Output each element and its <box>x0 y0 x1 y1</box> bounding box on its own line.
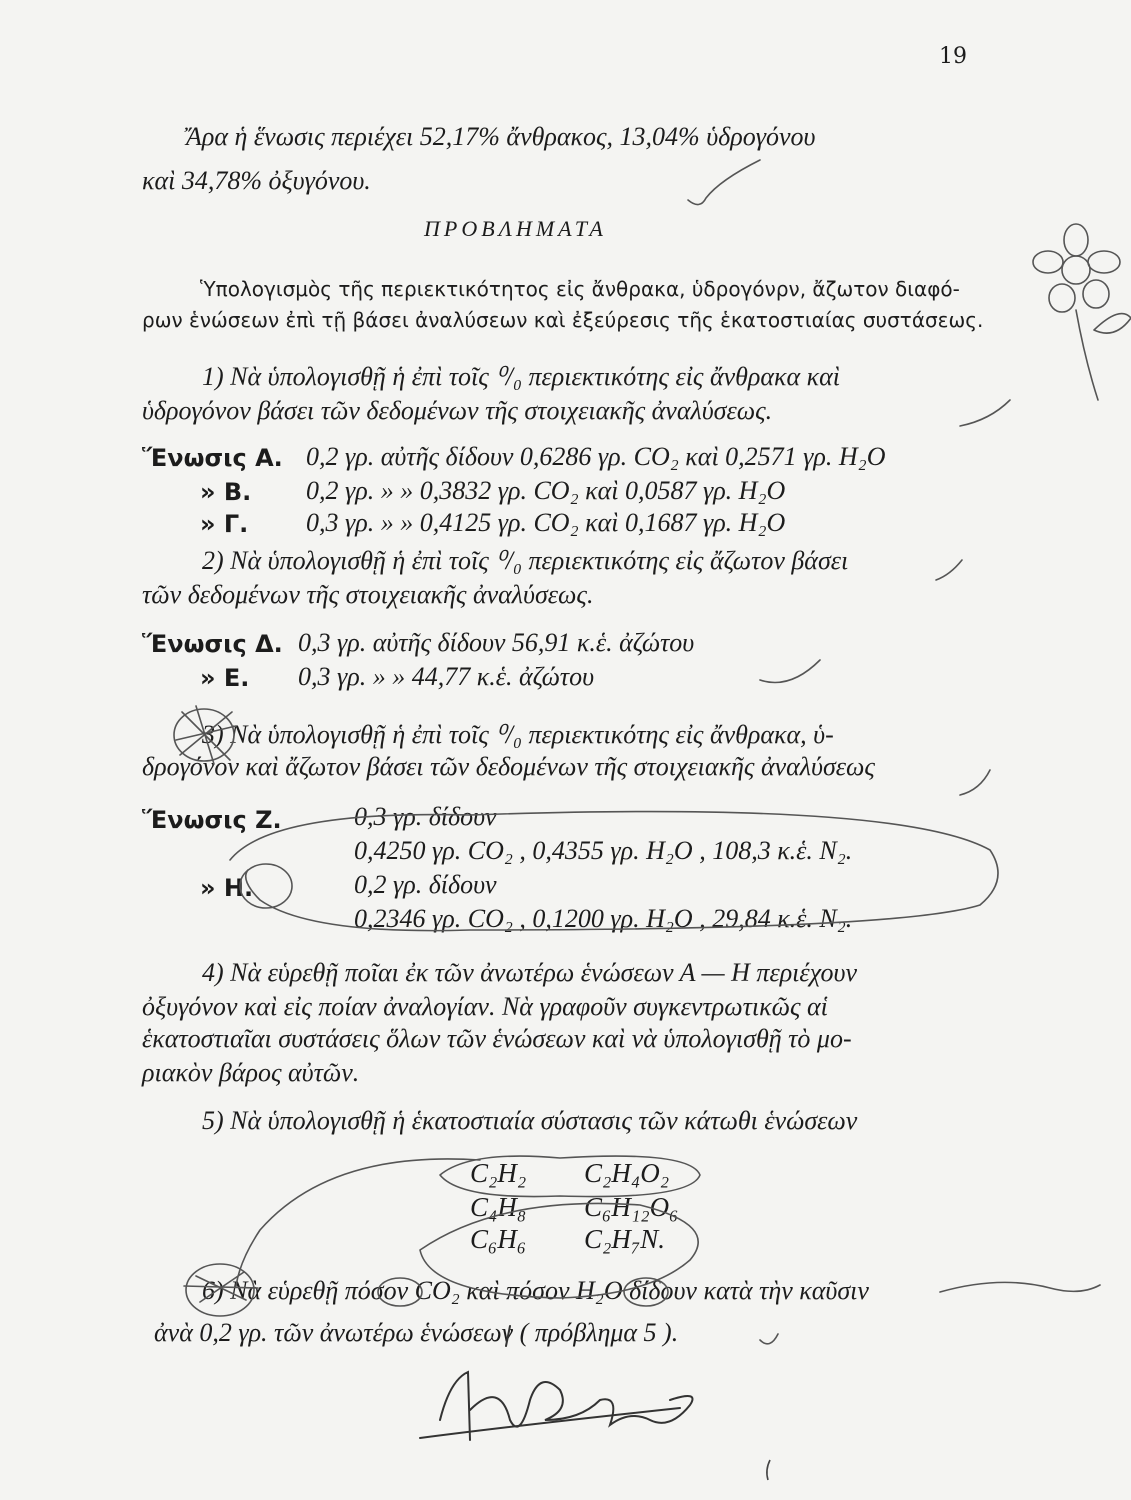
compound-h-data-2: 0,2346 γρ. CO₂ , 0,1200 γρ. H₂O , 29,84 κ.ἑ. N₂. <box>354 904 853 933</box>
problem-4-line-2: ὀξυγόνον καὶ εἰς ποίαν ἀναλογίαν. Νὰ γραφοῦν συγκεντρωτικῶς αἱ <box>142 992 828 1021</box>
compound-h-data-1: 0,2 γρ. δίδουν <box>354 870 497 899</box>
flower-doodle-icon <box>1033 224 1131 400</box>
formula-c4h8: C₄H₈ <box>470 1192 527 1222</box>
compound-e-label: » Ε. <box>200 664 250 692</box>
problem-3-line-2: δρογόνον καὶ ἄζωτον βάσει τῶν δεδομένων τῆς στοιχειακῆς ἀναλύσεως <box>142 752 875 781</box>
compound-e-data: 0,3 γρ. » » 44,77 κ.ἑ. ἀζώτου <box>298 662 595 691</box>
wavy-line <box>940 1282 1100 1292</box>
compound-z-label: Ἕνωσις Ζ. <box>142 806 282 834</box>
compound-d-data: 0,3 γρ. αὐτῆς δίδουν 56,91 κ.ἑ. ἀζώτου <box>298 628 695 657</box>
formula-c2h2: C₂H₂ <box>470 1158 527 1188</box>
problem-4-line-4: ριακὸν βάρος αὐτῶν. <box>142 1058 360 1087</box>
section-title: ΠΡΟΒΛΗΜΑΤΑ <box>424 216 607 241</box>
problem-2-line-2: τῶν δεδομένων τῆς στοιχειακῆς ἀναλύσεως. <box>142 580 594 609</box>
problem-2-line-1: 2) Νὰ ὑπολογισθῇ ἡ ἐπὶ τοῖς ⁰/₀ περιεκτικότης εἰς ἄζωτον βάσει <box>202 546 849 575</box>
compound-z-data-1: 0,3 γρ. δίδουν <box>354 802 497 831</box>
check-mark-5 <box>960 770 990 795</box>
intro-line-1: Ἄρα ἡ ἕνωσις περιέχει 52,17% ἄνθρακος, 13,04% ὑδρογόνου <box>186 122 816 151</box>
problem-1-line-1: 1) Νὰ ὑπολογισθῇ ἡ ἐπὶ τοῖς ⁰/₀ περιεκτικότης εἰς ἄνθρακα καὶ <box>202 362 841 391</box>
formula-c2h7n: C₂H₇N. <box>584 1224 666 1254</box>
problem-6-line-1: 6) Νὰ εὑρεθῇ πόσον CO₂ καὶ πόσον H₂O δίδουν κατὰ τὴν καῦσιν <box>202 1276 869 1305</box>
problem-6-line-2: ἀνὰ 0,2 γρ. τῶν ἀνωτέρω ἑνώσεων ( πρόβλημα 5 ). <box>154 1318 679 1347</box>
check-mark-4 <box>760 660 820 683</box>
compound-h-label: » Η. <box>200 874 254 902</box>
connector-line <box>236 1159 480 1286</box>
compound-d-label: Ἕνωσις Δ. <box>142 630 283 658</box>
stray-mark <box>767 1460 770 1480</box>
check-mark-1 <box>688 160 760 205</box>
formula-c6h6: C₆H₆ <box>470 1224 527 1254</box>
problem-3-line-1: 3) Νὰ ὑπολογισθῇ ἡ ἐπὶ τοῖς ⁰/₀ περιεκτικότης εἰς ἄνθρακα, ὑ- <box>202 720 834 749</box>
formula-c6h12o6: C₆H₁₂O₆ <box>584 1192 679 1222</box>
check-mark-3 <box>936 560 962 580</box>
check-mark-6 <box>760 1334 778 1344</box>
page-number: 19 <box>939 44 967 69</box>
compound-b-data: 0,2 γρ. » » 0,3832 γρ. CO₂ καὶ 0,0587 γρ. H₂O <box>306 476 786 505</box>
compound-c-data: 0,3 γρ. » » 0,4125 γρ. CO₂ καὶ 0,1687 γρ. H₂O <box>306 508 786 537</box>
section-subtitle-line-1: Ὑπολογισμὸς τῆς περιεκτικότητος εἰς ἄνθρακα, ὑδρογόνρν, ἄζωτον διαφό- <box>200 277 960 301</box>
compound-c-label: » Γ. <box>200 510 249 538</box>
compound-b-label: » Β. <box>200 478 252 506</box>
intro-line-2: καὶ 34,78% ὀξυγόνου. <box>142 166 371 195</box>
problem-4-line-1: 4) Νὰ εὑρεθῇ ποῖαι ἐκ τῶν ἀνωτέρω ἑνώσεων Α — Η περιέχουν <box>202 958 858 987</box>
check-mark-2 <box>960 400 1010 426</box>
section-subtitle-line-2: ρων ἑνώσεων ἐπὶ τῇ βάσει ἀναλύσεων καὶ ἐξεύρεσις τῆς ἑκατοστιαίας συστάσεως. <box>142 308 984 332</box>
compound-a-label: Ἕνωσις Α. <box>142 444 283 472</box>
formula-c2h4o2: C₂H₄O₂ <box>584 1158 670 1188</box>
problem-5-line-1: 5) Νὰ ὑπολογισθῇ ἡ ἑκατοστιαία σύστασις τῶν κάτωθι ἑνώσεων <box>202 1106 858 1135</box>
problem-1-line-2: ὑδρογόνον βάσει τῶν δεδομένων τῆς στοιχειακῆς ἀναλύσεως. <box>142 396 773 425</box>
compound-a-data: 0,2 γρ. αὐτῆς δίδουν 0,6286 γρ. CO₂ καὶ 0,2571 γρ. H₂O <box>306 442 886 471</box>
problem-4-line-3: ἑκατοστιαῖαι συστάσεις ὅλων τῶν ἑνώσεων καὶ νὰ ὑπολογισθῇ τὸ μο- <box>142 1024 852 1053</box>
compound-z-data-2: 0,4250 γρ. CO₂ , 0,4355 γρ. H₂O , 108,3 κ.ἑ. N₂. <box>354 836 853 865</box>
